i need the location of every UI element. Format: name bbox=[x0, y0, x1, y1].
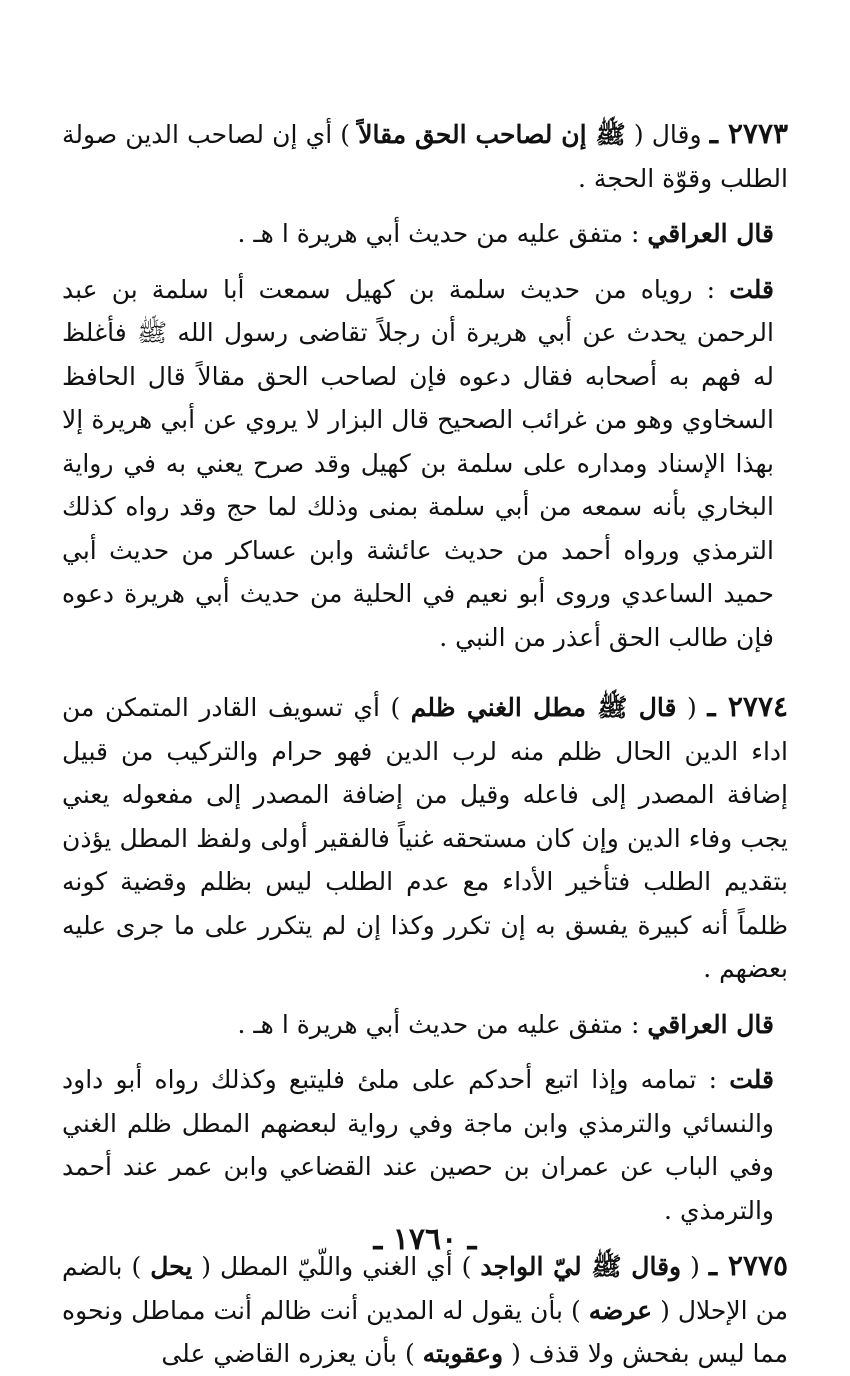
note-label: قال العراقي bbox=[647, 219, 774, 248]
note-label: قال العراقي bbox=[647, 1009, 774, 1039]
note-text: : روياه من حديث سلمة بن كهيل سمعت أبا سلمة بن عبد الرحمن يحدث عن أبي هريرة أن رجلاً تقاضى رسول الله ﷺ فأغلظ له فهم به أصحابه فقال دعوه فإن لصاحب الحق مقالاً قال الحافظ السخاوي وهو من غرائب الصحيح قال البزار لا يروي عن أبي هريرة إلا بهذا الإسناد ومداره على سلمة بن كهيل وقد صرح يعني به في رواية البخاري بأنه سمعه من أبي سلمة بمنى وذلك لما حج وقد رواه كذلك الترمذي ورواه أحمد من حديث عائشة وابن عساكر من حديث أبي حميد الساعدي وروى أبو نعيم في الحلية من حديث أبي هريرة دعوه فإن طالب الحق أعذر من النبي . bbox=[62, 274, 774, 652]
entry-number: ٢٧٧٥ ـ bbox=[708, 1249, 789, 1282]
hadith-text: قال ﷺ مطل الغني ظلم bbox=[410, 693, 677, 722]
iraqi-note bbox=[62, 212, 788, 256]
hadith-text: وقال ﷺ ليّ الواجد bbox=[480, 1252, 682, 1281]
hadith-word: عرضه bbox=[588, 1295, 653, 1325]
note-text: : متفق عليه من حديث أبي هريرة ا هـ . bbox=[237, 1009, 648, 1039]
commentary-text: ) بأن يقول له المدين أنت ظالم أنت مماطل ونحوه مما ليس بفحش ولا قذف ( bbox=[62, 1295, 788, 1368]
qultu-note bbox=[62, 1058, 788, 1232]
hadith-entry-2775 bbox=[62, 1244, 788, 1376]
qultu-note bbox=[62, 268, 788, 660]
page-number: ـ ١٧٦٠ ـ bbox=[373, 1222, 477, 1257]
hadith-entry-2773 bbox=[62, 112, 788, 200]
entry-intro: ( bbox=[681, 1252, 709, 1281]
entry-number: ٢٧٧٤ ـ bbox=[707, 690, 789, 723]
hadith-text: ﷺ إن لصاحب الحق مقالاً bbox=[358, 120, 626, 149]
commentary-text: ) بأن يعزره القاضي على bbox=[161, 1339, 423, 1368]
entry-intro: ( bbox=[676, 693, 708, 722]
commentary-text: ) أي إن لصاحب الدين صولة الطلب وقوّة الحجة . bbox=[62, 120, 788, 193]
commentary-text: ) بالضم من الإحلال ( bbox=[62, 1252, 788, 1325]
hadith-word: يحل bbox=[150, 1252, 193, 1281]
commentary-text: ) أي تسويف القادر المتمكن من اداء الدين الحال ظلم منه لرب الدين فهو حرام والتركيب من قبيل إضافة المصدر إلى فاعله وقيل من إضافة المصدر إلى مفعوله يعني يجب وفاء الدين وإن كان مستحقه غنياً فالفقير أولى ولفظ المطل يؤذن بتقديم الطلب فتأخير الأداء مع عدم الطلب ليس بظلم وقضية كونه ظلماً أنه كبيرة يفسق به إن تكرر وكذا إن لم يتكرر على ما جرى عليه بعضهم . bbox=[62, 693, 788, 983]
hadith-word: وعقوبته bbox=[422, 1339, 504, 1368]
entry-number: ٢٧٧٣ ـ bbox=[709, 117, 789, 150]
hadith-entry-2774 bbox=[62, 685, 788, 991]
note-label: قلت bbox=[729, 1065, 774, 1094]
note-text: : تمامه وإذا اتبع أحدكم على ملئ فليتبع وكذلك رواه أبو داود والنسائي والترمذي وابن ماجة وفي رواية لبعضهم المطل ظلم الغني وفي الباب عن عمران بن حصين عند القضاعي وابن عمر عند أحمد والترمذي . bbox=[62, 1065, 774, 1225]
entry-intro: وقال ( bbox=[625, 120, 710, 149]
commentary-text: ) أي الغني واللّيّ المطل ( bbox=[192, 1252, 481, 1281]
iraqi-note bbox=[62, 1003, 788, 1047]
note-label: قلت bbox=[729, 274, 774, 304]
note-text: : متفق عليه من حديث أبي هريرة ا هـ . bbox=[237, 219, 648, 248]
